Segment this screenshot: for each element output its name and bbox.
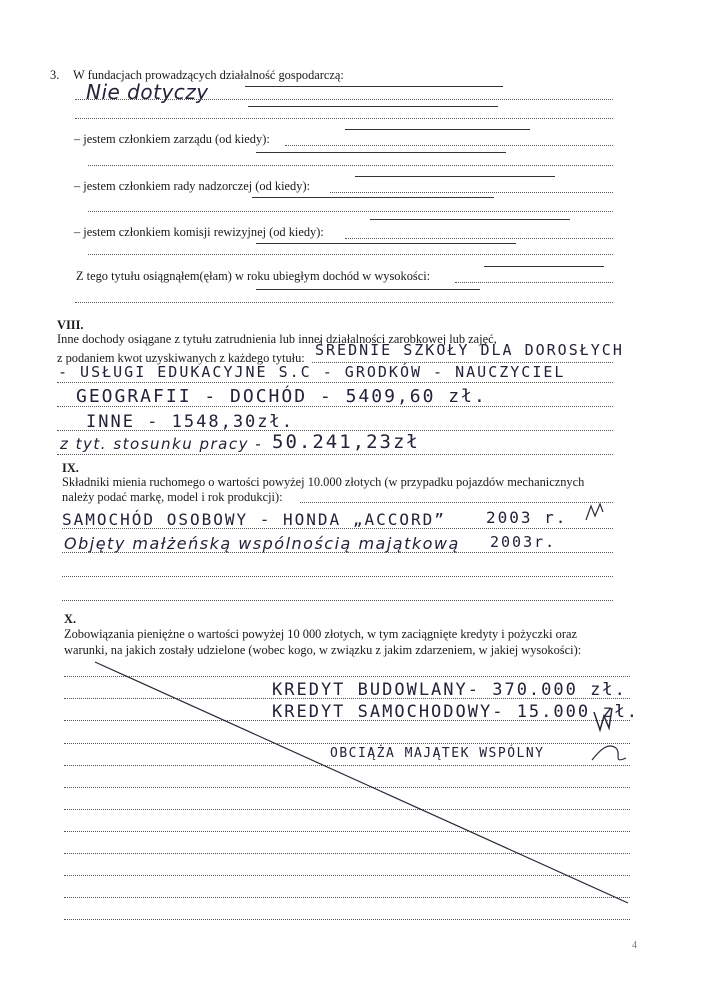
section-8-numeral: VIII. <box>57 318 84 332</box>
signature-mark <box>592 746 626 760</box>
audit-committee-label: – jestem członkiem komisji rewizyjnej (od kiedy): <box>74 225 324 239</box>
section-10-line2: warunki, na jakich zostały udzielone (wobec kogo, w związku z jakim zdarzeniem, w jakiej wysokości): <box>64 643 582 657</box>
section-9-answer-2: Objęty małżeńską wspólnością majątkową <box>64 534 460 553</box>
income-label: Z tego tytułu osiągnąłem(ęłam) w roku ubiegłym dochód w wysokości: <box>76 269 431 283</box>
section-8-answer-2: - USŁUGI EDUKACYJNE S.C - GRODKÓW - NAUCZYCIEL <box>58 363 566 381</box>
supervisory-board-label: – jestem członkiem rady nadzorczej (od kiedy): <box>74 179 311 193</box>
section-8-line2: z podaniem kwot uzyskiwanych z każdego tytułu: <box>57 351 305 365</box>
diagonal-strike-line <box>95 662 628 903</box>
section-9-numeral: IX. <box>62 461 79 475</box>
section-8-line1: Inne dochody osiągane z tytułu zatrudnienia lub innej działalności zarobkowej lub zajęć, <box>57 332 497 346</box>
section-8-answer-1: ŚREDNIE SZKOŁY DLA DOROSŁYCH <box>315 341 624 359</box>
section-8-answer-3: GEOGRAFII - DOCHÓD - 5409,60 zł. <box>76 386 487 407</box>
section-3-title: W fundacjach prowadzących działalność gospodarczą: <box>73 68 344 82</box>
section-9-answer-1-year: 2003 r. <box>486 508 568 527</box>
section-10-numeral: X. <box>64 612 77 626</box>
section-8-answer-5: z tyt. stosunku pracy - <box>60 435 263 453</box>
initials-mark <box>586 504 603 520</box>
section-10-line1: Zobowiązania pieniężne o wartości powyżej 10 000 złotych, w tym zaciągnięte kredyty i pożyczki oraz <box>64 627 577 641</box>
initials-mark <box>594 708 612 730</box>
section-10-answer-2: KREDYT SAMOCHODOWY- 15.000 zł. <box>272 702 640 722</box>
section-8-answer-5-amount: 50.241,23zł <box>272 431 420 453</box>
section-8-answer-4: INNE - 1548,30zł. <box>86 412 294 432</box>
section-9-answer-1: SAMOCHÓD OSOBOWY - HONDA „ACCORD” <box>62 510 446 529</box>
section-9-answer-2-year: 2003r. <box>490 533 557 551</box>
section-3-answer: Nie dotyczy <box>86 80 209 104</box>
section-3-number: 3. <box>50 68 60 82</box>
board-member-label: – jestem członkiem zarządu (od kiedy): <box>74 132 270 146</box>
section-10-answer-1: KREDYT BUDOWLANY- 370.000 zł. <box>272 680 627 700</box>
page-number: 4 <box>632 940 637 951</box>
section-9-line1: Składniki mienia ruchomego o wartości powyżej 10.000 złotych (w przypadku pojazdów mechanicznych <box>62 475 585 489</box>
section-9-line2: należy podać markę, model i rok produkcji): <box>62 490 283 504</box>
section-10-answer-3: OBCIĄŻA MAJĄTEK WSPÓLNY <box>330 746 545 761</box>
